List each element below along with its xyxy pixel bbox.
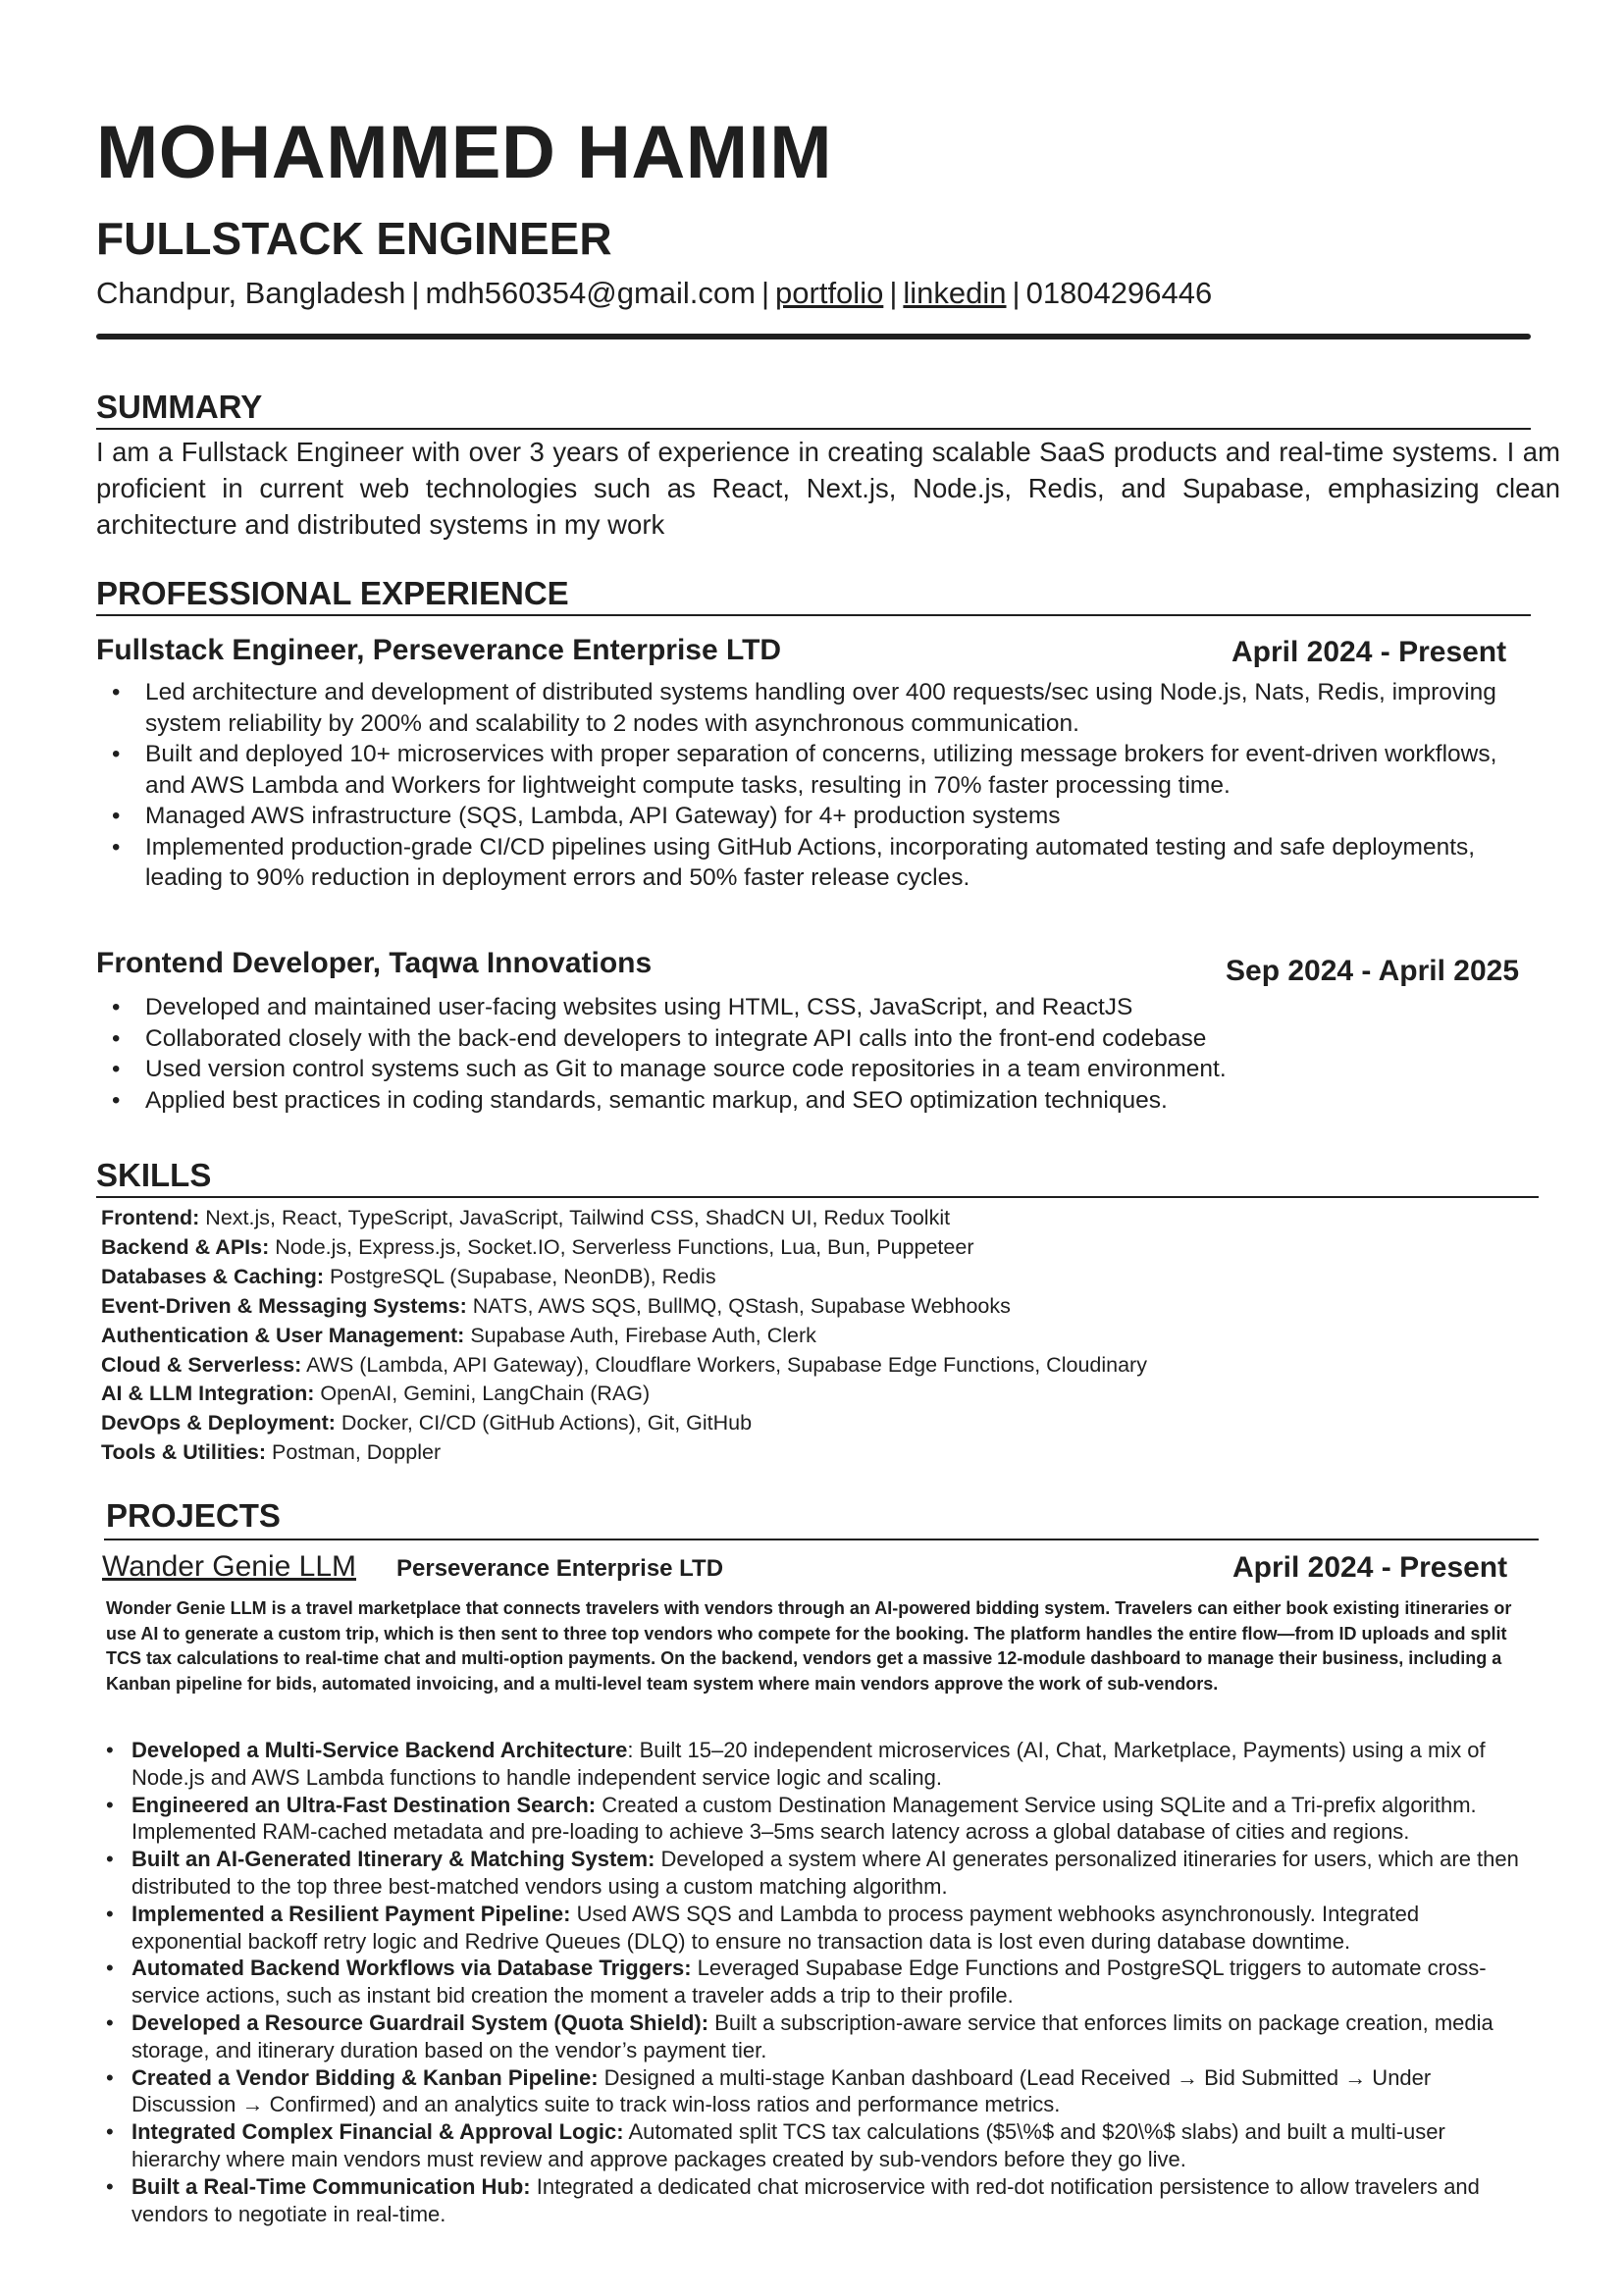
job-title: Fullstack Engineer, Perseverance Enterprise LTD (96, 634, 782, 666)
bullet-text: Leveraged Supabase Edge Functions and PostgreSQL triggers to automate cross-service actions, such as instant bid creation the moment a traveler adds a trip to their profile. (131, 1956, 1487, 2009)
bullet-lead: Built an AI-Generated Itinerary & Matching System: (131, 1847, 655, 1872)
list-item: • Led architecture and development of distributed systems handling over 400 requests/sec using Node.js, Nats, Redis, improving system reliability by 200% and scalability to 2 nodes with asynchronous communication. (96, 677, 1509, 739)
list-item: • Collaborated closely with the back-end developers to integrate API calls into the front-end codebase (96, 1023, 1529, 1055)
project-date: April 2024 - Present (1232, 1551, 1508, 1584)
summary-text: I am a Fullstack Engineer with over 3 years of experience in creating scalable SaaS products and real-time systems. I am proficient in current web technologies such as React, Next.js, Node.js, Redis, and Supabase, emphasizing clean architecture and distributed systems in my work (96, 437, 1560, 540)
separator: | (889, 276, 898, 310)
bullet-lead: Created a Vendor Bidding & Kanban Pipeline: (131, 2064, 599, 2090)
bullet-lead: Engineered an Ultra-Fast Destination Search: (131, 1792, 597, 1817)
skill-value: Docker, CI/CD (GitHub Actions), Git, GitHub (341, 1411, 753, 1435)
email[interactable]: mdh560354@gmail.com (425, 276, 756, 310)
list-item (102, 1955, 1525, 2009)
skill-label: DevOps & Deployment: (101, 1411, 336, 1435)
job-bullets (96, 677, 1509, 894)
list-item (102, 2173, 1525, 2228)
skill-row (101, 1409, 1524, 1438)
job-title: Frontend Developer, Taqwa Innovations (96, 947, 653, 979)
bullet-text: Used AWS SQS and Lambda to process payment webhooks asynchronously. Integrated exponential backoff retry logic and Redrive Queues (DLQ) to ensure no transaction data is lost even during database downtime. (131, 1901, 1420, 1954)
list-item: • Developed and maintained user-facing websites using HTML, CSS, JavaScript, and ReactJS (96, 992, 1529, 1023)
bullet-lead: Developed a Multi-Service Backend Architecture (131, 1738, 628, 1762)
project-name[interactable]: Wander Genie LLM (102, 1550, 357, 1583)
skill-label: Event-Driven & Messaging Systems: (101, 1293, 467, 1318)
list-item (102, 1737, 1525, 1792)
skill-row (101, 1204, 1524, 1233)
experience-divider (96, 614, 1531, 616)
skill-value: PostgreSQL (Supabase, NeonDB), Redis (330, 1264, 716, 1288)
bullet-lead: Automated Backend Workflows via Database Triggers: (131, 1956, 692, 1981)
bullet-lead: Built a Real-Time Communication Hub: (131, 2173, 531, 2199)
skill-row (101, 1263, 1524, 1292)
skill-label: Authentication & User Management: (101, 1323, 465, 1347)
skill-value: Node.js, Express.js, Socket.IO, Serverless Functions, Lua, Bun, Puppeteer (275, 1234, 974, 1259)
skills-heading: SKILLS (96, 1157, 212, 1193)
list-item: • Used version control systems such as Git to manage source code repositories in a team environment. (96, 1054, 1529, 1085)
skill-value: Supabase Auth, Firebase Auth, Clerk (470, 1323, 816, 1347)
separator: | (1012, 276, 1021, 310)
skill-value: NATS, AWS SQS, BullMQ, QStash, Supabase Webhooks (472, 1293, 1011, 1318)
skill-row (101, 1438, 1524, 1468)
skill-label: Frontend: (101, 1206, 200, 1229)
bullet-text: Designed a multi-stage Kanban dashboard (Lead Received → Bid Submitted → Under Discussion → Confirmed) and an analytics suite to track win-loss ratios and performance metrics. (131, 2064, 1432, 2117)
list-item: • Applied best practices in coding standards, semantic markup, and SEO optimization techniques. (96, 1085, 1529, 1117)
job-date: Sep 2024 - April 2025 (1226, 955, 1520, 987)
candidate-role: FULLSTACK ENGINEER (96, 213, 612, 264)
bullet-text: : Built 15–20 independent microservices (AI, Chat, Marketplace, Payments) using a mix of Node.js and AWS Lambda functions to handle independent service logic and scaling. (131, 1738, 1486, 1790)
skill-row (101, 1351, 1524, 1381)
list-item (102, 1792, 1525, 1847)
skill-row (101, 1292, 1524, 1322)
separator: | (760, 276, 770, 310)
skill-label: Backend & APIs: (101, 1234, 270, 1259)
separator: | (411, 276, 420, 310)
list-item (102, 2118, 1525, 2173)
list-item: • Built and deployed 10+ microservices with proper separation of concerns, utilizing message brokers for event-driven workflows, and AWS Lambda and Workers for lightweight compute tasks, resulting in 70% faster processing time. (96, 739, 1509, 801)
skill-label: Tools & Utilities: (101, 1440, 267, 1465)
skill-value: Next.js, React, TypeScript, JavaScript, Tailwind CSS, ShadCN UI, Redux Toolkit (205, 1206, 951, 1229)
bullet-text: Built a subscription-aware service that enforces limits on package creation, media storage, and itinerary duration based on the vendor’s payment tier. (131, 2009, 1493, 2062)
list-item: • Managed AWS infrastructure (SQS, Lambda, API Gateway) for 4+ production systems (96, 801, 1509, 832)
skills-list (101, 1204, 1524, 1468)
contact-line (96, 275, 1212, 311)
skill-label: Cloud & Serverless: (101, 1352, 302, 1377)
bullet-text: Automated split TCS tax calculations ($5\%$ and $20\%$ slabs) and built a multi-user hierarchy where main vendors must review and approve packages created by sub-vendors before they go live. (131, 2119, 1445, 2171)
skills-divider (96, 1196, 1539, 1198)
list-item: • Implemented production-grade CI/CD pipelines using GitHub Actions, incorporating automated testing and safe deployments, leading to 90% reduction in deployment errors and 50% faster release cycles. (96, 832, 1509, 894)
bullet-lead: Integrated Complex Financial & Approval Logic: (131, 2119, 624, 2145)
job-bullets (96, 992, 1529, 1116)
header-divider (96, 334, 1531, 339)
bullet-text: Developed a system where AI generates personalized itineraries for users, which are then distributed to the top three best-matched vendors using a custom matching algorithm. (131, 1847, 1519, 1899)
skill-row (101, 1233, 1524, 1263)
linkedin-link[interactable]: linkedin (903, 276, 1007, 310)
bullet-lead: Implemented a Resilient Payment Pipeline: (131, 1901, 571, 1926)
project-company: Perseverance Enterprise LTD (396, 1555, 724, 1582)
skill-label: AI & LLM Integration: (101, 1382, 315, 1406)
location: Chandpur, Bangladesh (96, 276, 406, 310)
list-item (102, 2064, 1525, 2119)
experience-heading: PROFESSIONAL EXPERIENCE (96, 575, 569, 611)
skill-row (101, 1380, 1524, 1409)
project-bullets (102, 1737, 1525, 2227)
bullet-text: Created a custom Destination Management Service using SQLite and a Tri-prefix algorithm. Implemented RAM-cached metadata and pre-loading to achieve 3–5ms search latency across a global database of cities and regions. (131, 1792, 1477, 1845)
skill-label: Databases & Caching: (101, 1264, 325, 1288)
skill-value: AWS (Lambda, API Gateway), Cloudflare Workers, Supabase Edge Functions, Cloudinary (306, 1352, 1147, 1377)
skill-value: Postman, Doppler (272, 1440, 442, 1465)
skill-row (101, 1322, 1524, 1351)
list-item (102, 1846, 1525, 1901)
portfolio-link[interactable]: portfolio (775, 276, 884, 310)
projects-divider (104, 1539, 1539, 1540)
skill-value: OpenAI, Gemini, LangChain (RAG) (320, 1382, 651, 1406)
project-description: Wonder Genie LLM is a travel marketplace that connects travelers with vendors through an AI-powered bidding system. Travelers can either book existing itineraries or use AI to generate a custom trip, which is then sent to three top vendors who compete for the booking. The platform handles the entire flow—from ID uploads and split TCS tax calculations to real-time chat and multi-option payments. On the backend, vendors get a massive 12-module dashboard to manage their business, including a Kanban pipeline for bids, automated invoicing, and a multi-level team system where main vendors approve the work of sub-vendors. (106, 1598, 1512, 1694)
list-item (102, 1901, 1525, 1956)
list-item (102, 2009, 1525, 2064)
candidate-name: MOHAMMED HAMIM (96, 111, 833, 194)
summary-heading: SUMMARY (96, 389, 263, 425)
job-date: April 2024 - Present (1231, 636, 1507, 668)
bullet-lead: Developed a Resource Guardrail System (Quota Shield): (131, 2009, 709, 2035)
phone: 01804296446 (1025, 276, 1213, 310)
summary-divider (96, 428, 1531, 430)
projects-heading: PROJECTS (106, 1497, 281, 1534)
bullet-text: Integrated a dedicated chat microservice with red-dot notification persistence to allow travelers and vendors to negotiate in real-time. (131, 2173, 1480, 2226)
